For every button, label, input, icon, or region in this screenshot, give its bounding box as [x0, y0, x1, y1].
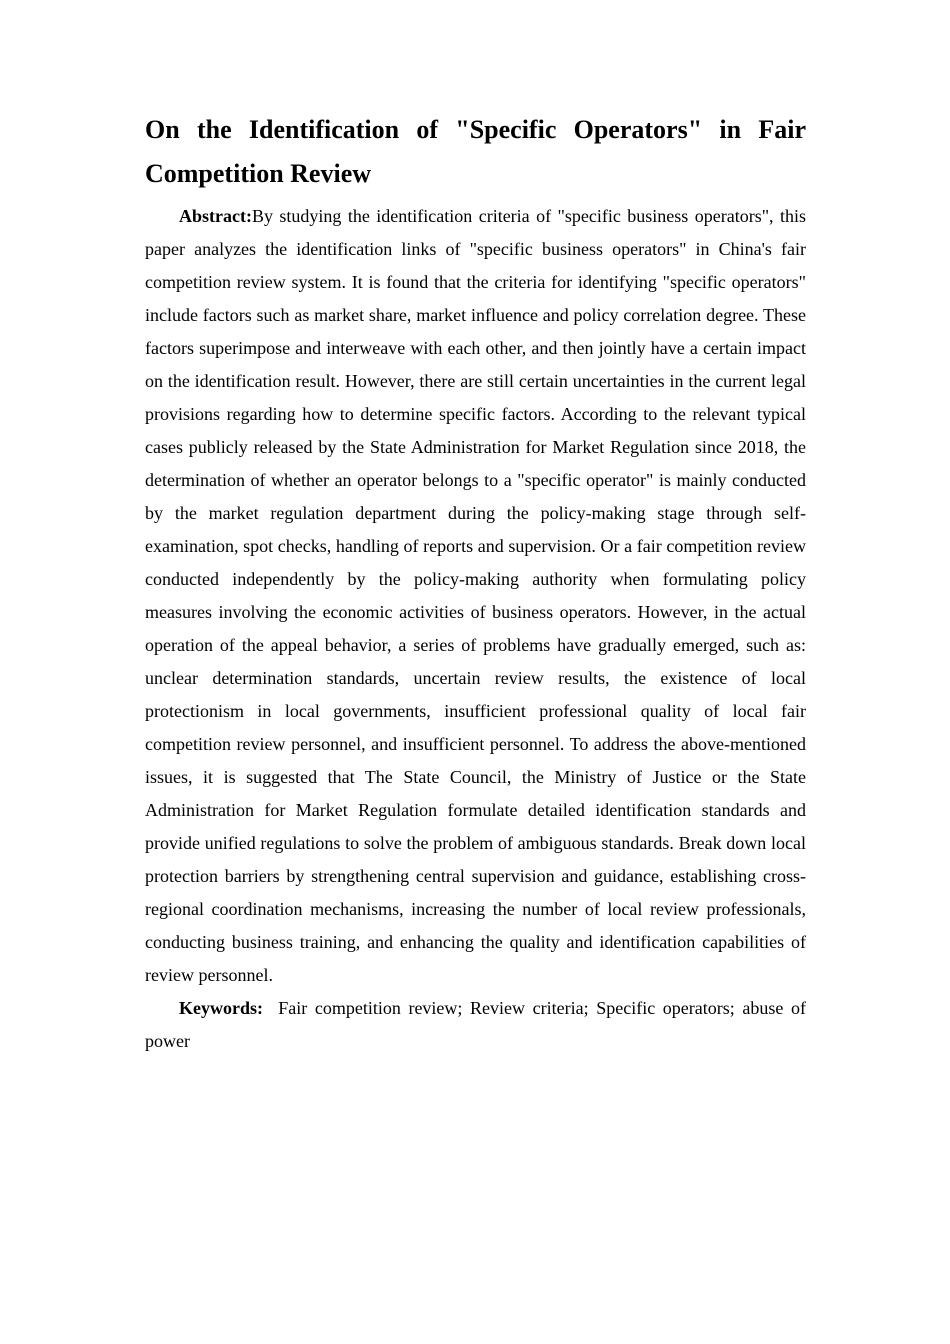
document-page	[145, 108, 806, 1058]
keywords-paragraph	[145, 992, 806, 1058]
keywords-text: Fair competition review; Review criteria; Specific operators; abuse of power	[145, 998, 806, 1051]
abstract-paragraph	[145, 200, 806, 992]
abstract-label: Abstract:	[179, 206, 252, 226]
paper-title: On the Identification of "Specific Operators" in Fair Competition Review	[145, 115, 806, 188]
abstract-text: By studying the identification criteria of "specific business operators", this paper analyzes the identification links of "specific business operators" in China's fair competition review system. It is found that the criteria for identifying "specific operators" include factors such as market share, market influence and policy correlation degree. These factors superimpose and interweave with each other, and then jointly have a certain impact on the identification result. However, there are still certain uncertainties in the current legal provisions regarding how to determine specific factors. According to the relevant typical cases publicly released by the State Administration for Market Regulation since 2018, the determination of whether an operator belongs to a "specific operator" is mainly conducted by the market regulation department during the policy-making stage through self-examination, spot checks, handling of reports and supervision. Or a fair competition review conducted independently by the policy-making authority when formulating policy measures involving the economic activities of business operators. However, in the actual operation of the appeal behavior, a series of problems have gradually emerged, such as: unclear determination standards, uncertain review results, the existence of local protectionism in local governments, insufficient professional quality of local fair competition review personnel, and insufficient personnel. To address the above-mentioned issues, it is suggested that The State Council, the Ministry of Justice or the State Administration for Market Regulation formulate detailed identification standards and provide unified regulations to solve the problem of ambiguous standards. Break down local protection barriers by strengthening central supervision and guidance, establishing cross-regional coordination mechanisms, increasing the number of local review professionals, conducting business training, and enhancing the quality and identification capabilities of review personnel.	[145, 206, 806, 985]
keywords-label: Keywords:	[179, 998, 263, 1018]
